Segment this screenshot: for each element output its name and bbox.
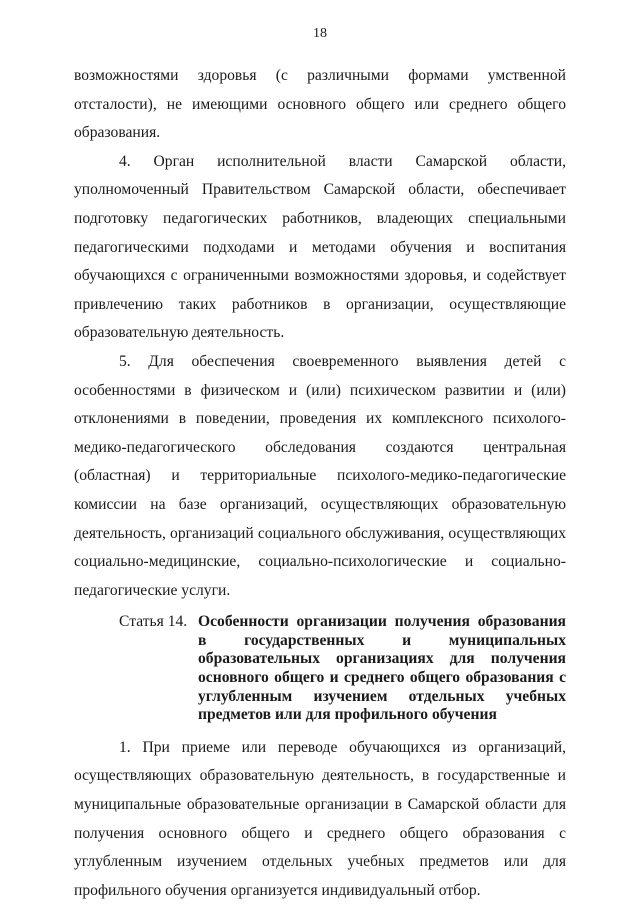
paragraph-item-5: 5. Для обеспечения своевременного выявления детей с особенностями в физическом и (или) психическом развитии и (или) отклонениями в поведении, проведения их комплексного психолого-медико-педагогического обследования создаются центральная (областная) и территориальные психолого-медико-педагогические комиссии на базе организаций, осуществляющих образовательную деятельность, организаций социального обслуживания, осуществляющих социально-медицинские, социально-психологические и социально-педагогические услуги.	[74, 352, 566, 599]
page-number: 18	[313, 26, 327, 41]
article-title: Особенности организации получения образования в государственных и муниципальных образовательных организациях для получения основного общего и среднего общего образования с углубленным изучением отдельных учебных предметов или для профильного обучения	[198, 613, 566, 724]
paragraph-continuation: возможностями здоровья (с различными формами умственной отсталости), не имеющими основного общего или среднего общего образования.	[74, 67, 566, 142]
article-label: Статья 14.	[119, 613, 188, 631]
article-heading	[74, 613, 566, 725]
document-body	[74, 62, 566, 905]
paragraph-item-4: 4. Орган исполнительной власти Самарской области, уполномоченный Правительством Самарской области, обеспечивает подготовку педагогических работников, владеющих специальными педагогическими подходами и методами обучения и воспитания обучающихся с ограниченными возможностями здоровья, и содействует привлечению таких работников в организации, осуществляющие образовательную деятельность.	[74, 152, 566, 342]
paragraph-article-14-item-1: 1. При приеме или переводе обучающихся из организаций, осуществляющих образовательную деятельность, в государственные и муниципальные образовательные организации в Самарской области для получения основного общего и среднего общего образования с углубленным изучением отдельных учебных предметов или для профильного обучения организуется индивидуальный отбор.	[74, 738, 566, 899]
